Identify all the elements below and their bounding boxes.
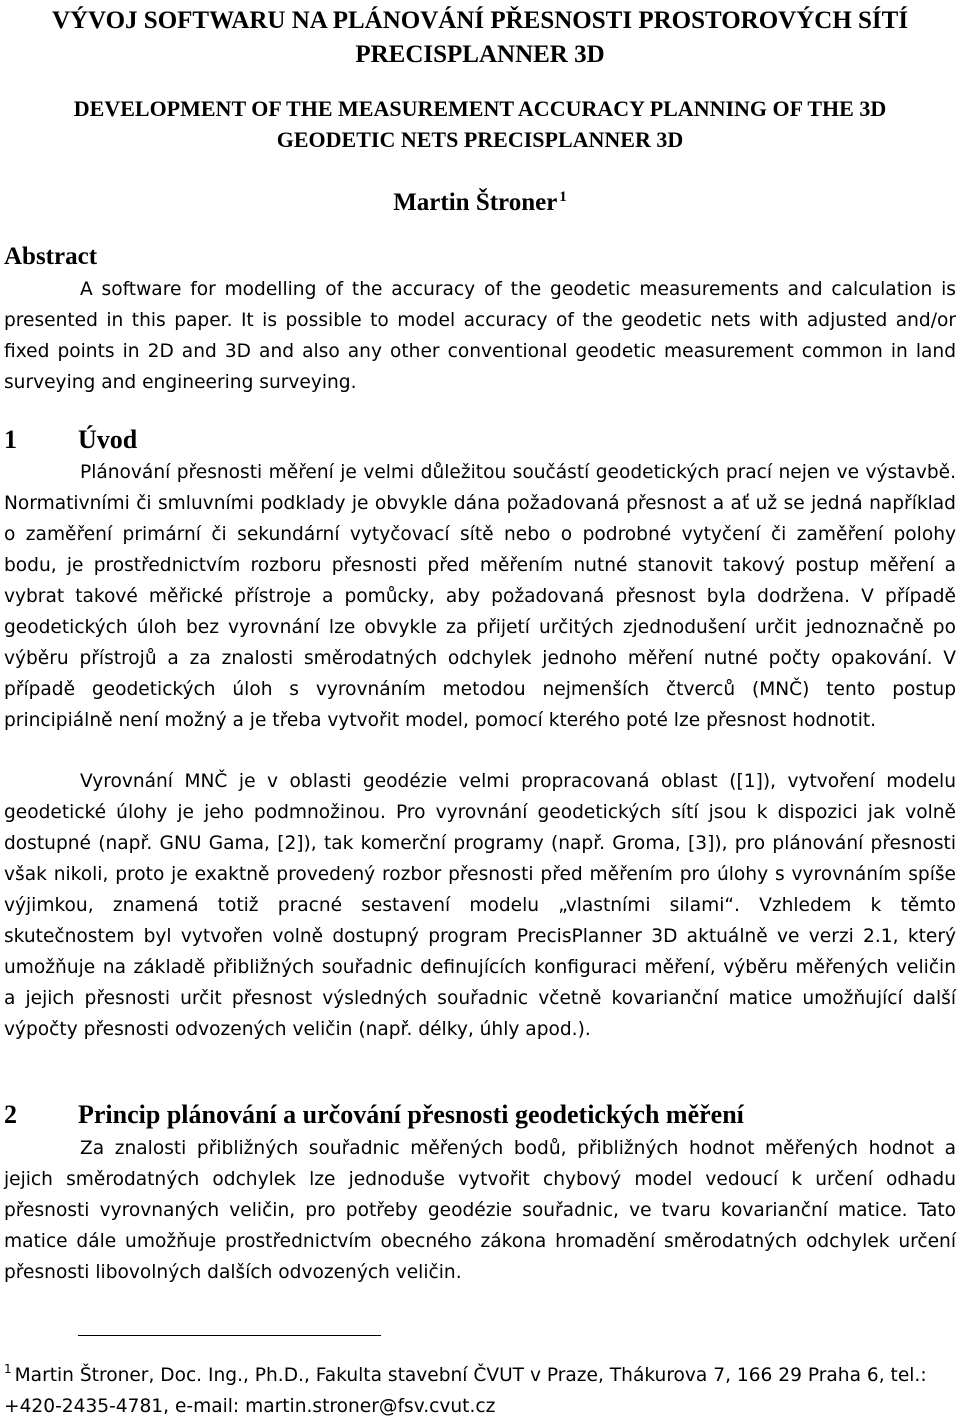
section-2-paragraph-1: Za znalosti přibližných souřadnic měřených bodů, přibližných hodnot měřených hodnot a jejich směrodatných odchylek lze jednoduše vytvořit chybový model vedoucí k určení odhadu přesnosti vyrovnaných veličin, pro potřeby geodézie souřadnic, ve tvaru kovarianční matice. Tato matice dále umožňuje prostřednictvím obecného zákona hromadění směrodatných odchylek určení přesnosti libovolných dalších odvozených veličin.: [4, 1138, 956, 1283]
subtitle-line-1: DEVELOPMENT OF THE MEASUREMENT ACCURACY PLANNING OF THE 3D: [73, 96, 887, 121]
footnote: [4, 1354, 956, 1422]
paper-subtitle: [0, 93, 960, 155]
title-line-1: VÝVOJ SOFTWARU NA PLÁNOVÁNÍ PŘESNOSTI PROSTOROVÝCH SÍTÍ: [51, 7, 909, 34]
author-line: [0, 181, 960, 219]
footnote-separator: [78, 1335, 381, 1336]
section-1-number: 1: [4, 425, 17, 454]
section-1-heading: [4, 423, 137, 457]
abstract-text: A software for modelling of the accuracy of the geodetic measurements and calculation is presented in this paper. It is possible to model accuracy of the geodetic nets with adjusted and/or fixed points in 2D and 3D and also any other conventional geodetic measurement common in land surveying and engineering surveying.: [4, 279, 956, 393]
abstract-heading: Abstract: [4, 243, 98, 270]
subtitle-line-2: GEODETIC NETS PRECISPLANNER 3D: [276, 127, 684, 152]
author-name: Martin Štroner: [393, 189, 558, 216]
section-2-number: 2: [4, 1100, 17, 1129]
footnote-mark: 1: [4, 1362, 12, 1376]
section-1-title: Úvod: [78, 425, 138, 454]
paper-title: [0, 4, 960, 72]
title-line-2: PRECISPLANNER 3D: [355, 41, 605, 68]
footnote-text: Martin Štroner, Doc. Ing., Ph.D., Fakulta stavební ČVUT v Praze, Thákurova 7, 166 29 Praha 6, tel.: +420-2435-4781, e-mail: martin.stroner@fsv.cvut.cz: [4, 1365, 927, 1417]
section-1-paragraph-1: Plánování přesnosti měření je velmi důležitou součástí geodetických prací nejen ve výstavbě. Normativními či smluvními podklady je obvykle dána požadovaná přesnost a ať už se jedná například o zaměření primární či sekundární vytyčovací sítě nebo o podrobné vytyčení či zaměření polohy bodu, je prostřednictvím rozboru přesnosti před měřením nutné stanovit takový postup měření a vybrat takové měřické přístroje a pomůcky, aby požadovaná přesnost byla dodržena. V případě geodetických úloh bez vyrovnání lze obvykle za přijetí určitých zjednodušení určit jednoznačně po výběru přístrojů a za znalosti směrodatných odchylek jednoho měření nutné počty opakování. V případě geodetických úloh s vyrovnáním metodou nejmenších čtverců (MNČ) tento postup principiálně není možný a je třeba vytvořit model, pomocí kterého poté lze přesnost hodnotit.: [4, 462, 956, 731]
author-footnote-mark: 1: [559, 189, 567, 205]
section-1-paragraph-2: Vyrovnání MNČ je v oblasti geodézie velmi propracovaná oblast ([1]), vytvoření modelu geodetické úlohy je jeho podmnožinou. Pro vyrovnání geodetických sítí jsou k dispozici jak volně dostupné (např. GNU Gama, [2]), tak komerční programy (např. Groma, [3]), pro plánování přesnosti však nikoli, proto je exaktně provedený rozbor přesnosti před měřením pro úlohy s vyrovnáním spíše výjimkou, znamená totiž pracné sestavení modelu „vlastními silami“. Vzhledem k těmto skutečnostem byl vytvořen volně dostupný program PrecisPlanner 3D aktuálně ve verzi 2.1, který umožňuje na základě přibližných souřadnic definujících konfiguraci měření, výběru měřených veličin a jejich přesnosti určit přesnost výsledných souřadnic včetně kovarianční matice umožňující další výpočty přesnosti odvozených veličin (např. délky, úhly apod.).: [4, 771, 956, 1040]
section-2-heading: [4, 1098, 744, 1132]
section-2-title: Princip plánování a určování přesnosti geodetických měření: [78, 1100, 744, 1129]
